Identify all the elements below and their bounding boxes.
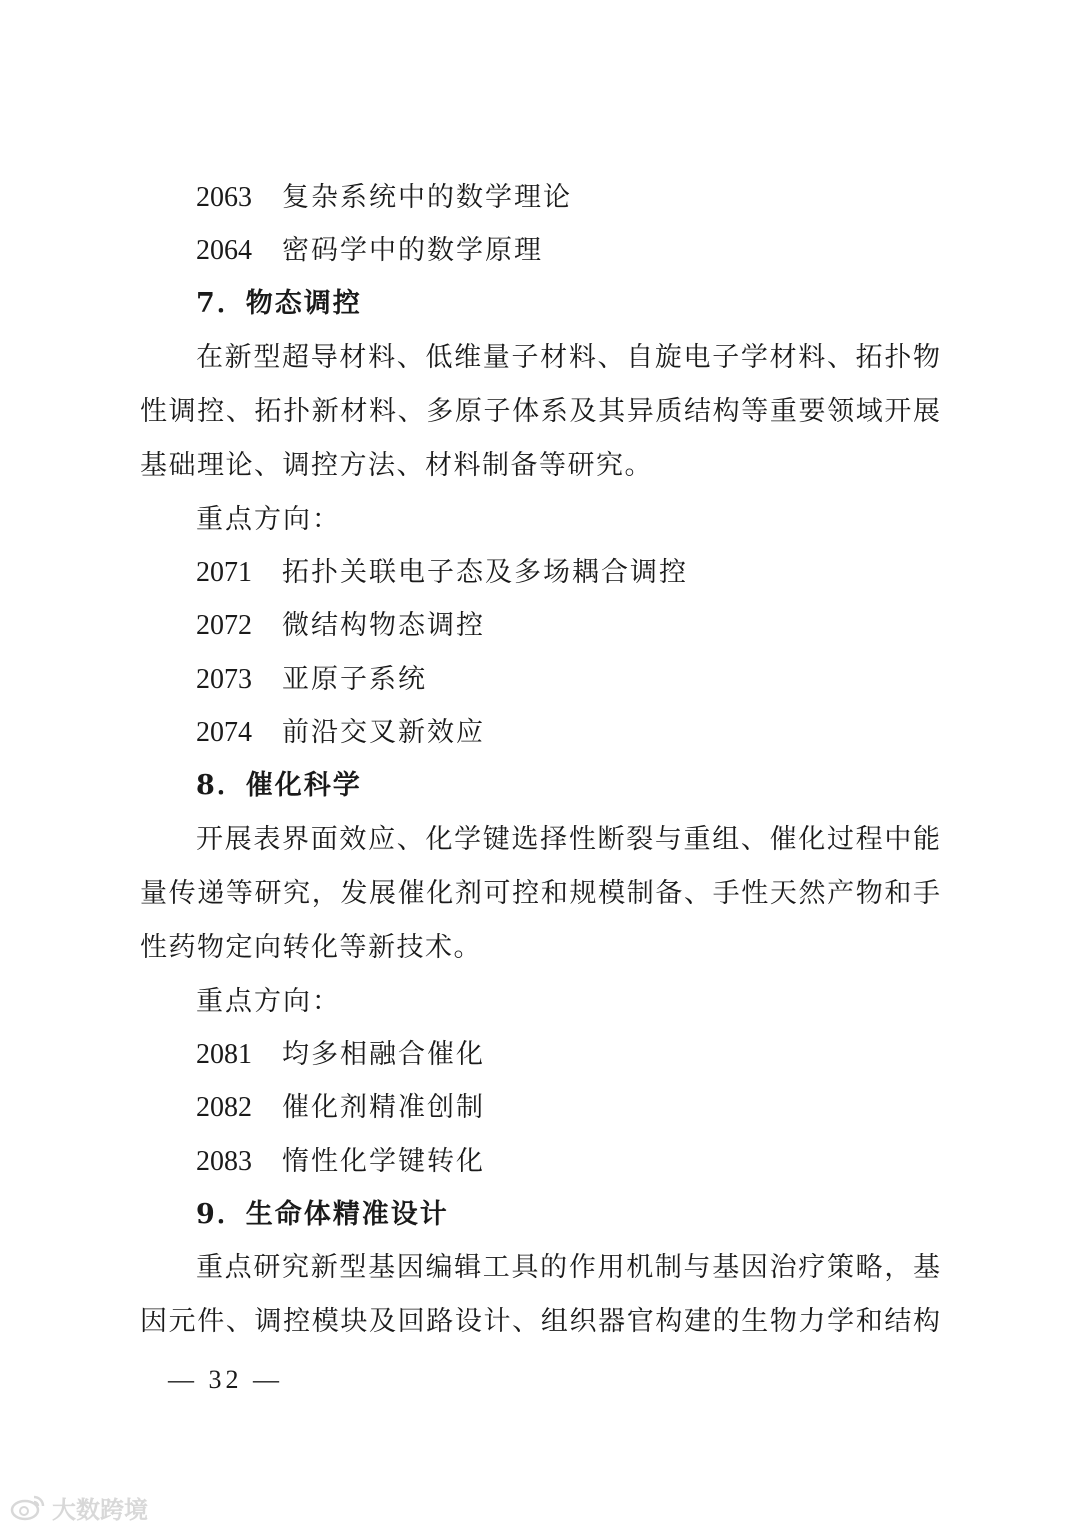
item-text: 惰性化学键转化 <box>282 1146 485 1177</box>
paragraph-line: 在新型超导材料、低维量子材料、自旋电子学材料、拓扑物 <box>196 342 940 373</box>
paragraph-line: 性调控、拓扑新材料、多原子体系及其异质结构等重要领域开展 <box>140 396 940 427</box>
watermark-text: 大数跨境 <box>52 1495 148 1524</box>
weibo-logo-icon <box>10 1493 46 1521</box>
item-text: 微结构物态调控 <box>282 610 485 641</box>
list-item <box>196 653 996 707</box>
list-item <box>196 599 996 653</box>
key-directions-label: 重点方向： <box>196 986 341 1017</box>
item-text: 前沿交叉新效应 <box>282 717 485 748</box>
item-text: 密码学中的数学原理 <box>282 235 543 266</box>
key-directions-label: 重点方向： <box>196 504 341 535</box>
section-heading-9: 9．生命体精准设计 <box>196 1199 449 1230</box>
list-item <box>196 706 996 760</box>
item-code: 2082 <box>196 1092 252 1123</box>
section-heading-7: 7．物态调控 <box>196 288 362 319</box>
list-item <box>196 224 996 278</box>
paragraph-line: 性药物定向转化等新技术。 <box>140 932 482 963</box>
watermark <box>10 1490 148 1524</box>
item-code: 2071 <box>196 557 252 588</box>
list-item <box>196 1135 996 1189</box>
paragraph-line: 基础理论、调控方法、材料制备等研究。 <box>140 450 653 481</box>
list-item <box>196 171 996 225</box>
page-number: — 32 — <box>168 1365 283 1394</box>
item-code: 2081 <box>196 1039 252 1070</box>
item-code: 2083 <box>196 1146 252 1177</box>
item-text: 均多相融合催化 <box>282 1039 485 1070</box>
item-text: 拓扑关联电子态及多场耦合调控 <box>282 557 688 588</box>
item-code: 2072 <box>196 610 252 641</box>
list-item <box>196 1028 996 1082</box>
item-code: 2064 <box>196 235 252 266</box>
paragraph-line: 量传递等研究，发展催化剂可控和规模制备、手性天然产物和手 <box>140 878 940 909</box>
paragraph-line: 开展表界面效应、化学键选择性断裂与重组、催化过程中能 <box>196 824 940 855</box>
item-text: 复杂系统中的数学理论 <box>282 182 572 213</box>
list-item <box>196 546 996 600</box>
section-heading-8: 8．催化科学 <box>196 770 362 801</box>
item-text: 催化剂精准创制 <box>282 1092 485 1123</box>
list-item <box>196 1081 996 1135</box>
item-code: 2074 <box>196 717 252 748</box>
paragraph-line: 重点研究新型基因编辑工具的作用机制与基因治疗策略，基 <box>196 1252 940 1283</box>
paragraph-line: 因元件、调控模块及回路设计、组织器官构建的生物力学和结构 <box>140 1306 940 1337</box>
item-code: 2063 <box>196 182 252 213</box>
item-text: 亚原子系统 <box>282 664 427 695</box>
item-code: 2073 <box>196 664 252 695</box>
